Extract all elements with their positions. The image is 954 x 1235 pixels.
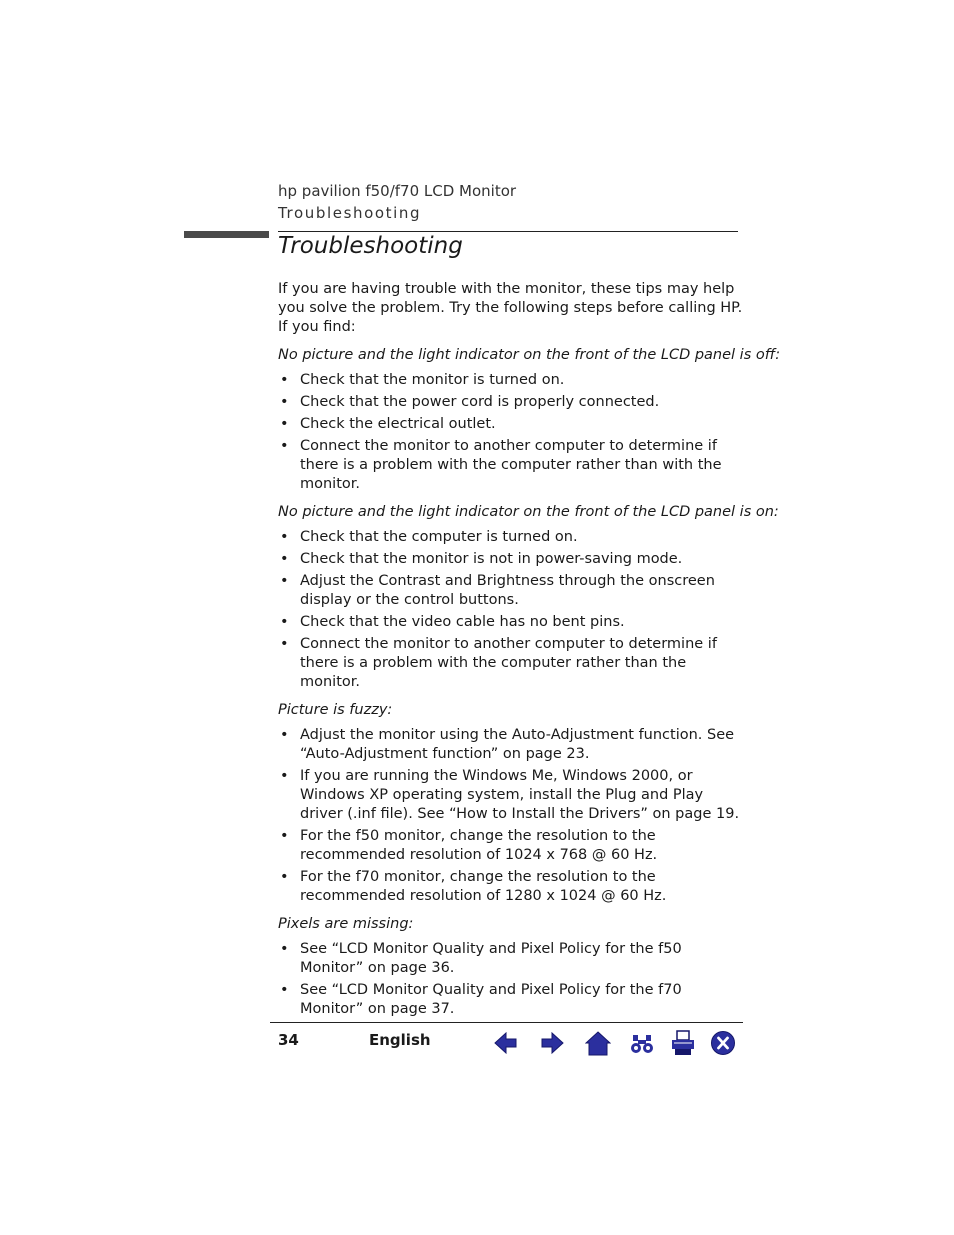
page-title: Troubleshooting <box>278 233 463 259</box>
section-heading-fuzzy: Picture is fuzzy: <box>278 702 393 718</box>
intro-text <box>278 280 748 337</box>
intro-line-2: If you find: <box>278 319 356 335</box>
intro-line-1: If you are having trouble with the monitor, these tips may help you solve the problem. Try the following steps before calling HP. <box>278 281 743 316</box>
back-arrow-icon <box>493 1030 519 1056</box>
header-rule <box>278 231 738 232</box>
page-number: 34 <box>278 1031 299 1049</box>
list-item: • Check that the video cable has no bent pins. <box>278 613 748 632</box>
forward-button[interactable] <box>539 1030 565 1056</box>
list-item: • Connect the monitor to another computer to determine if there is a problem with the computer rather than the monitor. <box>278 635 748 692</box>
bullet-list-no-picture-off <box>278 371 748 494</box>
bullet-list-fuzzy <box>278 726 748 906</box>
home-button[interactable] <box>585 1030 611 1056</box>
bullet-list-no-picture-on <box>278 528 748 692</box>
section-name: Troubleshooting <box>278 204 422 222</box>
list-item: • For the f70 monitor, change the resolution to the recommended resolution of 1280 x 1024 @ 60 Hz. <box>278 868 748 906</box>
list-item: • Check that the power cord is properly connected. <box>278 393 748 412</box>
binoculars-icon <box>629 1030 655 1056</box>
back-button[interactable] <box>493 1030 519 1056</box>
search-button[interactable] <box>629 1030 655 1056</box>
list-item: • Check that the monitor is turned on. <box>278 371 748 390</box>
section-tab-bar <box>184 231 269 238</box>
language-label: English <box>369 1031 431 1049</box>
printer-icon <box>670 1030 696 1056</box>
list-item: • Check the electrical outlet. <box>278 415 748 434</box>
page-content <box>278 280 781 1028</box>
section-heading-no-picture-on: No picture and the light indicator on the front of the LCD panel is on: <box>278 504 779 520</box>
list-item: • If you are running the Windows Me, Windows 2000, or Windows XP operating system, install the Plug and Play driver (.inf file). See “How to Install the Drivers” on page 19. <box>278 767 748 824</box>
list-item: • Check that the computer is turned on. <box>278 528 748 547</box>
exit-button[interactable] <box>710 1030 736 1056</box>
forward-arrow-icon <box>539 1030 565 1056</box>
section-heading-pixels: Pixels are missing: <box>278 916 414 932</box>
close-icon <box>710 1030 736 1056</box>
home-icon <box>585 1030 611 1056</box>
footer-rule <box>270 1022 743 1023</box>
print-button[interactable] <box>670 1030 696 1056</box>
list-item: • Check that the monitor is not in power-saving mode. <box>278 550 748 569</box>
list-item: • Adjust the monitor using the Auto-Adjustment function. See “Auto-Adjustment function” on page 23. <box>278 726 748 764</box>
product-name: hp pavilion f50/f70 LCD Monitor <box>278 182 517 200</box>
list-item: • See “LCD Monitor Quality and Pixel Policy for the f70 Monitor” on page 37. <box>278 981 748 1019</box>
list-item: • Connect the monitor to another computer to determine if there is a problem with the computer rather than with the monitor. <box>278 437 748 494</box>
section-heading-no-picture-off: No picture and the light indicator on the front of the LCD panel is off: <box>278 347 781 363</box>
bullet-list-pixels <box>278 940 748 1019</box>
list-item: • For the f50 monitor, change the resolution to the recommended resolution of 1024 x 768 @ 60 Hz. <box>278 827 748 865</box>
list-item: • Adjust the Contrast and Brightness through the onscreen display or the control buttons. <box>278 572 748 610</box>
running-header <box>278 180 516 224</box>
list-item: • See “LCD Monitor Quality and Pixel Policy for the f50 Monitor” on page 36. <box>278 940 748 978</box>
